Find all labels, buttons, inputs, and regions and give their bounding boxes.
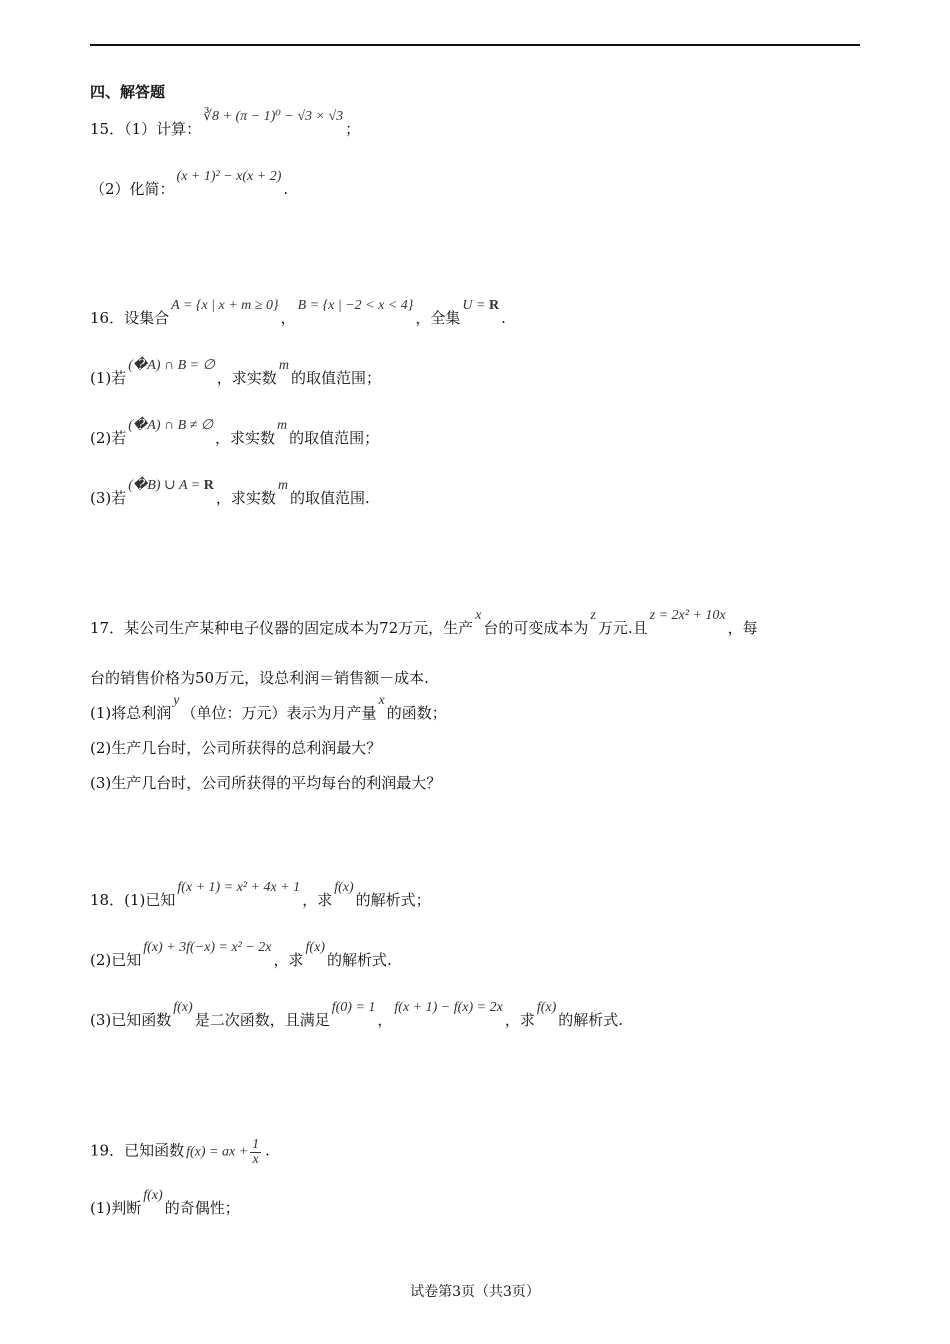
q16-item-2: (2)若(�A) ∩ B ≠ ∅，求实数m的取值范围； [90, 418, 380, 447]
q15-p1-expr: ∛8 + (π − 1)⁰ − √3 × √3 [203, 109, 344, 124]
q16-set-b: B = {x | −2 < x < 4} [297, 298, 414, 313]
var-x: x [475, 608, 482, 623]
q18-cond-2: f(x + 1) − f(x) = 2x [394, 1000, 503, 1015]
q18-line-3: (3)已知函数f(x)是二次函数，且满足f(0) = 1，f(x + 1) − f(x) = 2x，求f(x)的解析式. [90, 1000, 624, 1029]
fx: f(x) [305, 940, 325, 955]
fx: f(x) [536, 1000, 557, 1015]
q15-p2-suffix: . [283, 180, 289, 198]
q16-item-1: (1)若(�A) ∩ B = ∅，求实数m的取值范围； [90, 358, 381, 387]
q16-prefix: 16．设集合 [90, 309, 170, 327]
fx: f(x) [143, 1188, 163, 1203]
header-rule [90, 44, 860, 46]
q19-line-1: 19．已知函数 f(x) = ax + $\frac{1}{x}$ . [90, 1137, 270, 1167]
q16-comma: ， [280, 309, 296, 327]
var-z: z [590, 608, 596, 623]
q16-item-3: (3)若(�B) ∪ A = R，求实数m的取值范围. [90, 478, 370, 507]
q19-line-2: (1)判断f(x)的奇偶性； [90, 1188, 240, 1217]
q19-function: f(x) = ax + $\frac{1}{x}$ [186, 1137, 260, 1167]
q18-line-2: (2)已知f(x) + 3f(−x) = x² − 2x，求f(x)的解析式. [90, 940, 392, 969]
q17-line-3: (1)将总利润y（单位：万元）表示为月产量x的函数； [90, 693, 447, 722]
var-m: m [278, 358, 289, 373]
q15-p2-prefix: （2）化简： [90, 180, 175, 198]
q15-p1-suffix: ； [345, 120, 361, 138]
q15-part1 [90, 109, 361, 141]
var-y: y [173, 693, 180, 708]
var-m: m [277, 418, 288, 433]
q18-given-1: f(x + 1) = x² + 4x + 1 [177, 880, 301, 895]
q16-item3-expr: (�B) ∪ A = R [128, 478, 214, 493]
q16-item2-expr: (�A) ∩ B ≠ ∅ [128, 418, 214, 433]
q17-cost-expr: z = 2x² + 10x [649, 608, 726, 623]
fraction: $\frac{1}{x}$ [252, 1137, 260, 1167]
fx: f(x) [173, 1000, 193, 1015]
q15-p1-prefix: 15．（1）计算： [90, 120, 202, 138]
var-x: x [378, 693, 385, 708]
q18-cond-1: f(0) = 1 [331, 1000, 376, 1015]
q17-line-5: (3)生产几台时，公司所获得的平均每台的利润最大？ [90, 774, 442, 792]
q18-given-2: f(x) + 3f(−x) = x² − 2x [143, 940, 272, 955]
q16-suffix: . [501, 309, 506, 327]
q16-set-u: U = R [462, 298, 500, 313]
q16-mid: ，全集 [415, 309, 461, 327]
fx: f(x) [334, 880, 354, 895]
q17-line-1: 17．某公司生产某种电子仪器的固定成本为72万元，生产x台的可变成本为z万元.且z = 2x² + 10x，每 [90, 608, 758, 637]
q18-line-1: 18．(1)已知f(x + 1) = x² + 4x + 1，求f(x)的解析式； [90, 880, 431, 909]
q15-p2-expr: (x + 1)² − x(x + 2) [176, 169, 282, 184]
q15-part2 [90, 169, 289, 201]
page-footer: 试卷第3页（共3页） [410, 1284, 540, 1300]
q17-line-2: 台的销售价格为50万元，设总利润＝销售额－成本. [90, 669, 429, 687]
var-m: m [277, 478, 288, 493]
q17-line-4: (2)生产几台时，公司所获得的总利润最大？ [90, 739, 382, 757]
q16-item1-expr: (�A) ∩ B = ∅ [128, 358, 215, 373]
section-title: 四、解答题 [90, 83, 166, 101]
q16-stem [90, 298, 506, 330]
q16-set-a: A = {x | x + m ≥ 0} [171, 298, 279, 313]
